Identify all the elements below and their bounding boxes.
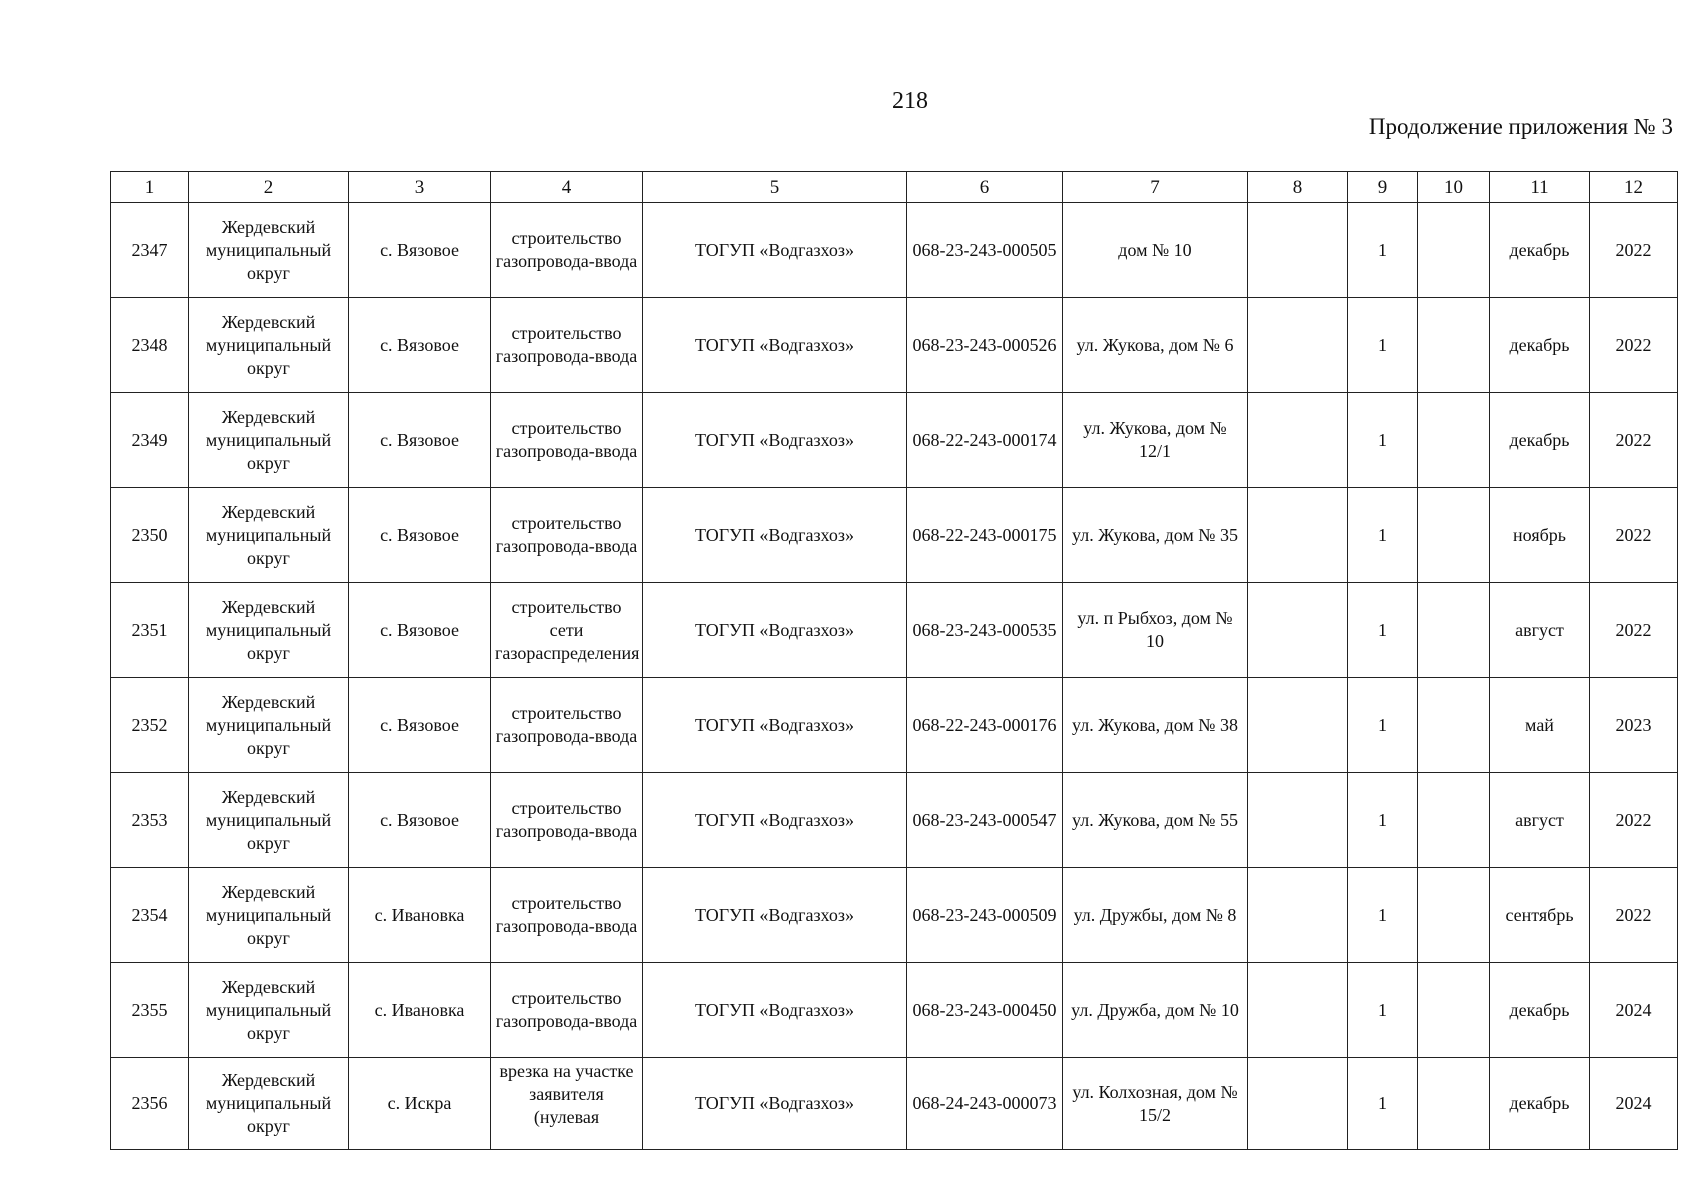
settlement-cell: с. Вязовое: [349, 203, 491, 298]
column-10-cell: [1418, 678, 1490, 773]
table-row: [111, 583, 1678, 678]
column-9-cell: 1: [1348, 1058, 1418, 1150]
organization-cell: ТОГУП «Водгазхоз»: [643, 773, 907, 868]
column-10-cell: [1418, 1058, 1490, 1150]
district-cell: Жердевский муниципальный округ: [189, 773, 349, 868]
work-type-cell: строительство газопровода-ввода: [491, 298, 643, 393]
month-cell: декабрь: [1490, 1058, 1590, 1150]
table-row: [111, 298, 1678, 393]
district-cell: Жердевский муниципальный округ: [189, 868, 349, 963]
year-cell: 2024: [1590, 1058, 1678, 1150]
work-type-text: врезка на участке заявителя (нулевая: [499, 1061, 634, 1127]
work-type-cell: строительство газопровода-ввода: [491, 393, 643, 488]
column-9-cell: 1: [1348, 393, 1418, 488]
table-row: [111, 678, 1678, 773]
row-number: 2354: [111, 868, 189, 963]
column-8-cell: [1248, 773, 1348, 868]
table-row: [111, 963, 1678, 1058]
table-row: [111, 203, 1678, 298]
row-number: 2349: [111, 393, 189, 488]
address-cell: ул. Колхозная, дом № 15/2: [1063, 1058, 1248, 1150]
table-row: [111, 773, 1678, 868]
month-cell: ноябрь: [1490, 488, 1590, 583]
row-number: 2356: [111, 1058, 189, 1150]
code-cell: 068-24-243-000073: [907, 1058, 1063, 1150]
organization-cell: ТОГУП «Водгазхоз»: [643, 1058, 907, 1150]
settlement-cell: с. Вязовое: [349, 583, 491, 678]
organization-cell: ТОГУП «Водгазхоз»: [643, 583, 907, 678]
year-cell: 2022: [1590, 773, 1678, 868]
address-cell: дом № 10: [1063, 203, 1248, 298]
table-row: [111, 393, 1678, 488]
column-9-cell: 1: [1348, 298, 1418, 393]
address-cell: ул. Жукова, дом № 38: [1063, 678, 1248, 773]
code-cell: 068-23-243-000526: [907, 298, 1063, 393]
code-cell: 068-23-243-000509: [907, 868, 1063, 963]
district-cell: Жердевский муниципальный округ: [189, 583, 349, 678]
organization-cell: ТОГУП «Водгазхоз»: [643, 203, 907, 298]
organization-cell: ТОГУП «Водгазхоз»: [643, 488, 907, 583]
district-cell: Жердевский муниципальный округ: [189, 1058, 349, 1150]
district-cell: Жердевский муниципальный округ: [189, 298, 349, 393]
work-type-cell: строительство газопровода-ввода: [491, 963, 643, 1058]
settlement-cell: с. Ивановка: [349, 868, 491, 963]
column-10-cell: [1418, 298, 1490, 393]
column-10-cell: [1418, 868, 1490, 963]
district-cell: Жердевский муниципальный округ: [189, 393, 349, 488]
column-10-cell: [1418, 203, 1490, 298]
work-type-cell: строительство газопровода-ввода: [491, 773, 643, 868]
address-cell: ул. п Рыбхоз, дом № 10: [1063, 583, 1248, 678]
page-number: 218: [892, 88, 928, 114]
address-cell: ул. Дружбы, дом № 8: [1063, 868, 1248, 963]
work-type-cell: строительство газопровода-ввода: [491, 678, 643, 773]
column-10-cell: [1418, 773, 1490, 868]
code-cell: 068-23-243-000535: [907, 583, 1063, 678]
code-cell: 068-23-243-000450: [907, 963, 1063, 1058]
appendix-continuation-note: Продолжение приложения № 3: [1368, 114, 1673, 139]
year-cell: 2024: [1590, 963, 1678, 1058]
column-10-cell: [1418, 963, 1490, 1058]
column-header: 12: [1590, 172, 1678, 203]
year-cell: 2022: [1590, 203, 1678, 298]
code-cell: 068-22-243-000175: [907, 488, 1063, 583]
organization-cell: ТОГУП «Водгазхоз»: [643, 393, 907, 488]
column-10-cell: [1418, 583, 1490, 678]
address-cell: ул. Жукова, дом № 6: [1063, 298, 1248, 393]
month-cell: август: [1490, 773, 1590, 868]
table-header-row: [111, 172, 1678, 203]
organization-cell: ТОГУП «Водгазхоз»: [643, 678, 907, 773]
settlement-cell: с. Вязовое: [349, 298, 491, 393]
column-10-cell: [1418, 393, 1490, 488]
column-header: 8: [1248, 172, 1348, 203]
row-number: 2353: [111, 773, 189, 868]
column-header: 1: [111, 172, 189, 203]
settlement-cell: с. Ивановка: [349, 963, 491, 1058]
address-cell: ул. Дружба, дом № 10: [1063, 963, 1248, 1058]
month-cell: декабрь: [1490, 203, 1590, 298]
settlement-cell: с. Вязовое: [349, 393, 491, 488]
column-header: 5: [643, 172, 907, 203]
column-header: 10: [1418, 172, 1490, 203]
table-row: [111, 1058, 1678, 1150]
row-number: 2351: [111, 583, 189, 678]
column-9-cell: 1: [1348, 583, 1418, 678]
column-8-cell: [1248, 1058, 1348, 1150]
row-number: 2355: [111, 963, 189, 1058]
organization-cell: ТОГУП «Водгазхоз»: [643, 868, 907, 963]
column-9-cell: 1: [1348, 868, 1418, 963]
code-cell: 068-23-243-000547: [907, 773, 1063, 868]
year-cell: 2022: [1590, 298, 1678, 393]
work-type-cell: строительство газопровода-ввода: [491, 868, 643, 963]
district-cell: Жердевский муниципальный округ: [189, 963, 349, 1058]
column-header: 2: [189, 172, 349, 203]
column-header: 6: [907, 172, 1063, 203]
column-9-cell: 1: [1348, 963, 1418, 1058]
month-cell: август: [1490, 583, 1590, 678]
work-type-cell: строительство газопровода-ввода: [491, 488, 643, 583]
data-table: [110, 171, 1678, 1150]
column-header: 4: [491, 172, 643, 203]
work-type-cell: [491, 1058, 643, 1150]
column-header: 11: [1490, 172, 1590, 203]
organization-cell: ТОГУП «Водгазхоз»: [643, 963, 907, 1058]
settlement-cell: с. Вязовое: [349, 773, 491, 868]
address-cell: ул. Жукова, дом № 55: [1063, 773, 1248, 868]
year-cell: 2022: [1590, 583, 1678, 678]
year-cell: 2022: [1590, 488, 1678, 583]
settlement-cell: с. Вязовое: [349, 488, 491, 583]
column-9-cell: 1: [1348, 488, 1418, 583]
district-cell: Жердевский муниципальный округ: [189, 488, 349, 583]
month-cell: декабрь: [1490, 298, 1590, 393]
month-cell: декабрь: [1490, 393, 1590, 488]
column-8-cell: [1248, 298, 1348, 393]
column-8-cell: [1248, 678, 1348, 773]
column-9-cell: 1: [1348, 203, 1418, 298]
column-10-cell: [1418, 488, 1490, 583]
column-8-cell: [1248, 963, 1348, 1058]
column-8-cell: [1248, 203, 1348, 298]
column-header: 9: [1348, 172, 1418, 203]
row-number: 2352: [111, 678, 189, 773]
work-type-cell: строительство газопровода-ввода: [491, 203, 643, 298]
year-cell: 2023: [1590, 678, 1678, 773]
address-cell: ул. Жукова, дом № 12/1: [1063, 393, 1248, 488]
row-number: 2348: [111, 298, 189, 393]
table-row: [111, 488, 1678, 583]
month-cell: декабрь: [1490, 963, 1590, 1058]
column-9-cell: 1: [1348, 678, 1418, 773]
code-cell: 068-22-243-000174: [907, 393, 1063, 488]
code-cell: 068-22-243-000176: [907, 678, 1063, 773]
column-8-cell: [1248, 868, 1348, 963]
month-cell: май: [1490, 678, 1590, 773]
column-8-cell: [1248, 583, 1348, 678]
district-cell: Жердевский муниципальный округ: [189, 203, 349, 298]
district-cell: Жердевский муниципальный округ: [189, 678, 349, 773]
year-cell: 2022: [1590, 393, 1678, 488]
column-header: 3: [349, 172, 491, 203]
settlement-cell: с. Вязовое: [349, 678, 491, 773]
table-row: [111, 868, 1678, 963]
year-cell: 2022: [1590, 868, 1678, 963]
work-type-cell: строительство сети газораспределения: [491, 583, 643, 678]
column-9-cell: 1: [1348, 773, 1418, 868]
column-header: 7: [1063, 172, 1248, 203]
organization-cell: ТОГУП «Водгазхоз»: [643, 298, 907, 393]
row-number: 2350: [111, 488, 189, 583]
row-number: 2347: [111, 203, 189, 298]
address-cell: ул. Жукова, дом № 35: [1063, 488, 1248, 583]
column-8-cell: [1248, 393, 1348, 488]
code-cell: 068-23-243-000505: [907, 203, 1063, 298]
column-8-cell: [1248, 488, 1348, 583]
month-cell: сентябрь: [1490, 868, 1590, 963]
settlement-cell: с. Искра: [349, 1058, 491, 1150]
